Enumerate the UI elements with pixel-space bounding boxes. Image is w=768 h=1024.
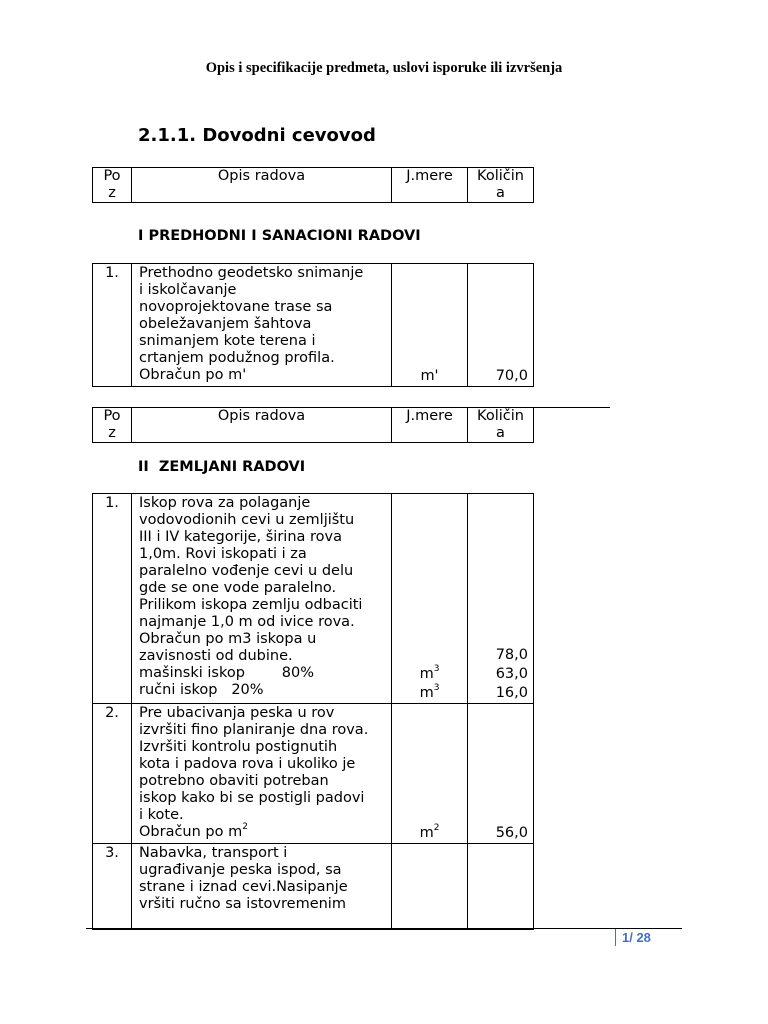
unit-m3: $m^3$ (419, 664, 440, 682)
group-title: I PREDHODNI I SANACIONI RADOVI (138, 228, 421, 244)
item-position: 3. (93, 844, 132, 930)
column-header-table (92, 407, 534, 443)
col-poz: Po z (93, 168, 132, 203)
col-kolicina: Količin a (468, 168, 534, 203)
item-description: Pre ubacivanja peska u rov izvršiti fino planiranje dna rova. Izvršiti kontrolu postignutih kota i padova rova i ukoliko je potrebno obaviti potreban iskop kako bi se postigli padovi i kote. Obračun po $m^2$ (132, 704, 392, 844)
table-row (93, 494, 534, 704)
column-header-table (92, 167, 534, 203)
table-row (93, 844, 534, 930)
item-position: 1. (93, 264, 132, 387)
group-title: II ZEMLJANI RADOVI (138, 459, 306, 475)
col-kolicina: Količin a (468, 408, 534, 443)
item-quantity: 56,0 (468, 704, 534, 844)
item-unit (392, 494, 468, 704)
col-opis: Opis radova (132, 168, 392, 203)
item-description: Nabavka, transport i ugrađivanje peska ispod, sa strane i iznad cevi.Nasipanje vršiti ručno sa istovremenim (132, 844, 392, 930)
item-unit: $m^2$ (392, 704, 468, 844)
col-jmere: J.mere (392, 168, 468, 203)
col-opis: Opis radova (132, 408, 392, 443)
item-quantity (468, 844, 534, 930)
item-unit (392, 844, 468, 930)
footer-rule (86, 928, 682, 929)
item-position: 2. (93, 704, 132, 844)
items-table (92, 263, 534, 387)
item-description: Prethodno geodetsko snimanje i iskolčavanje novoprojektovane trase sa obeležavanjem šahtova snimanjem kote terena i crtanjem podužnog profila. Obračun po m' (132, 264, 392, 387)
unit-m3: $m^3$ (419, 683, 440, 701)
section-title: 2.1.1. Dovodni cevovod (138, 125, 376, 146)
page-number: 1/ 28 (615, 929, 651, 946)
item-quantity: 78,0 63,0 16,0 (468, 494, 534, 704)
item-position: 1. (93, 494, 132, 704)
items-table (92, 493, 534, 930)
col-jmere: J.mere (392, 408, 468, 443)
document-header: Opis i specifikacije predmeta, uslovi isporuke ili izvršenja (205, 60, 563, 76)
item-quantity: 70,0 (468, 264, 534, 387)
col-poz: Po z (93, 408, 132, 443)
item-description: Iskop rova za polaganje vodovodionih cevi u zemljištu III i IV kategorije, širina rova 1,0m. Rovi iskopati i za paralelno vođenje cevi u delu gde se one vode paralelno. Prilikom iskopa zemlju odbaciti najmanje 1,0 m od ivice rova. Obračun po m3 iskopa u zavisnosti od dubine. mašinski iskop 80% ručni iskop 20% (132, 494, 392, 704)
table-row (93, 264, 534, 387)
item-unit: m' (392, 264, 468, 387)
table-row (93, 704, 534, 844)
